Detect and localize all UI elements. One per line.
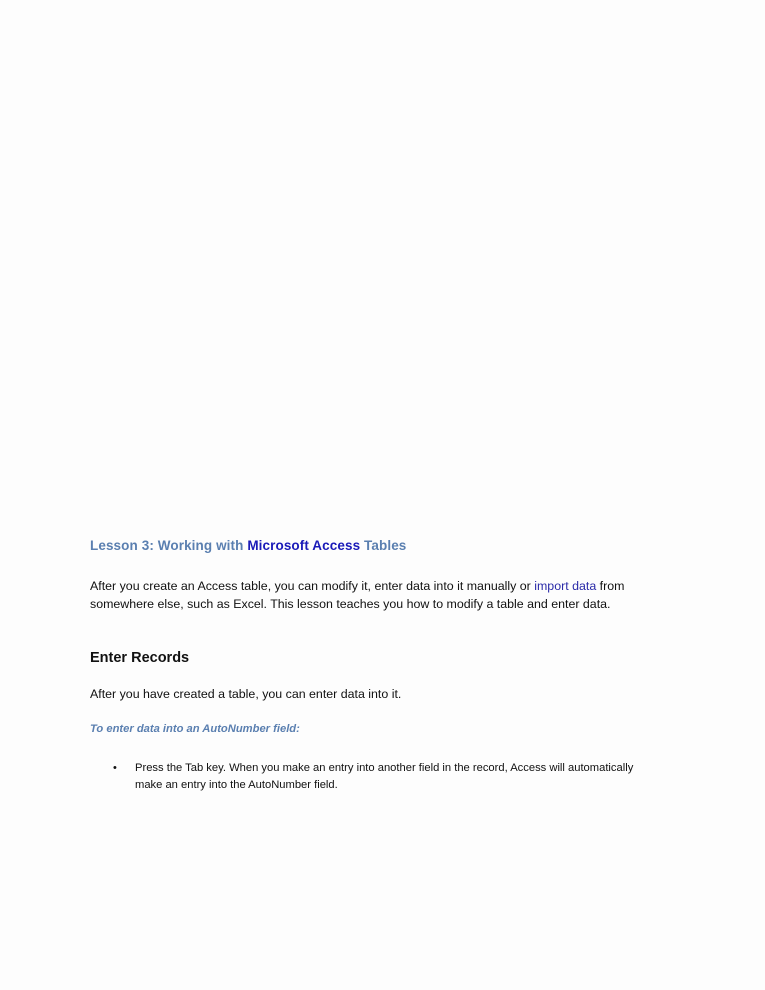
lesson-title-brand: Microsoft Access [247, 538, 361, 553]
intro-paragraph [90, 577, 680, 613]
section-paragraph: After you have created a table, you can enter data into it. [90, 687, 402, 701]
lesson-title-suffix: Tables [360, 538, 407, 553]
lesson-title-prefix: Lesson 3: Working with [90, 538, 248, 553]
import-data-link[interactable]: import data [534, 579, 597, 593]
step-text: Press the Tab key. When you make an entry into another field in the record, Access will automatically make an entry into the AutoNumber field. [135, 762, 634, 791]
procedure-step-list [90, 760, 650, 794]
intro-text-before-link: After you create an Access table, you can modify it, enter data into it manually or [90, 579, 535, 593]
lesson-title [90, 538, 406, 553]
procedure-heading: To enter data into an AutoNumber field: [90, 723, 300, 735]
procedure-step [90, 760, 650, 794]
intro-text-after-link: from somewhere else, such as Excel. This lesson teaches you how to modify a table and enter data. [90, 579, 625, 611]
bullet-icon: • [113, 762, 117, 774]
section-heading-enter-records: Enter Records [90, 650, 190, 666]
